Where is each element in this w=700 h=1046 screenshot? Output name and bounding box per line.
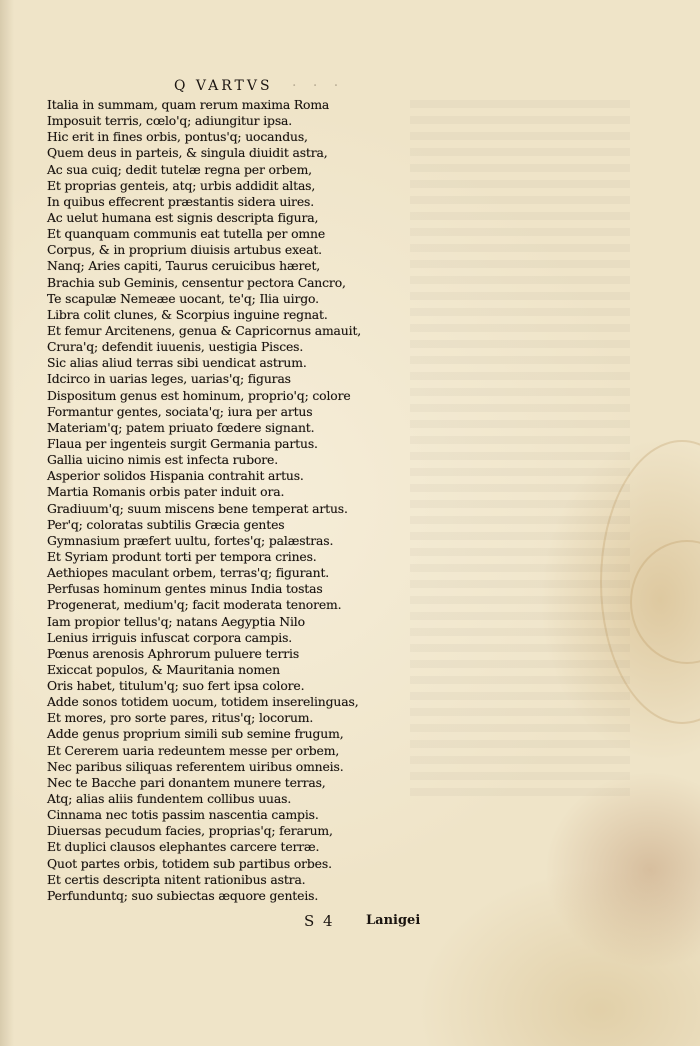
verse-line: Crura'q; defendit iuuenis, uestigia Pisces. — [47, 339, 304, 355]
verse-line: Et femur Arcitenens, genua & Capricornus amauit, — [47, 322, 362, 338]
verse-line: Atq; alias aliis fundentem collibus uuas. — [47, 791, 292, 807]
verse-line: Pœnus arenosis Aphrorum puluere terris — [47, 645, 300, 661]
verse-line: Et Syriam produnt torti per tempora crines. — [47, 548, 317, 564]
verse-line: Exiccat populos, & Mauritania nomen — [47, 661, 280, 677]
verse-line: Idcirco in uarias leges, uarias'q; figuras — [47, 371, 291, 387]
verse-line: Imposuit terris, cœlo'q; adiungitur ipsa. — [47, 113, 293, 129]
verse-line: Gymnasium præfert uultu, fortes'q; palæstras. — [47, 532, 334, 548]
verse-line: Quot partes orbis, totidem sub partibus orbes. — [47, 855, 332, 871]
verse-line: Perfusas hominum gentes minus India tostas — [47, 581, 323, 597]
verse-line: Libra colit clunes, & Scorpius inguine regnat. — [47, 306, 328, 322]
header-ornament: · · · — [292, 78, 345, 94]
verse-line: Et mores, pro sorte pares, ritus'q; locorum. — [47, 710, 314, 726]
verse-line: Et Cererem uaria redeuntem messe per orbem, — [47, 742, 340, 758]
verse-line: Sic alias aliud terras sibi uendicat astrum. — [47, 355, 307, 371]
verse-line: Et duplici clausos elephantes carcere terræ. — [47, 839, 320, 855]
verse-line: Nec te Bacche pari donantem munere terras, — [47, 774, 326, 790]
verse-line: Oris habet, titulum'q; suo fert ipsa colore. — [47, 678, 305, 694]
show-through-text — [410, 100, 630, 800]
verse-line: Cinnama nec totis passim nascentia campis. — [47, 807, 319, 823]
verse-line: Iam propior tellus'q; natans Aegyptia Nilo — [47, 613, 305, 629]
verse-line: Nec paribus siliquas referentem uiribus omneis. — [47, 758, 344, 774]
verse-line: Flaua per ingenteis surgit Germania partus. — [47, 435, 318, 451]
verse-line: Et certis descripta nitent rationibus astra. — [47, 871, 306, 887]
verse-line: Gradiuum'q; suum miscens bene temperat artus. — [47, 500, 348, 516]
verse-line: Lenius irriguis infuscat corpora campis. — [47, 629, 293, 645]
verse-line: Asperior solidos Hispania contrahit artus. — [47, 468, 304, 484]
verse-line: Et proprias genteis, atq; urbis addidit altas, — [47, 177, 316, 193]
verse-line: Aethiopes maculant orbem, terras'q; figurant. — [47, 565, 330, 581]
verse-line: Diuersas pecudum facies, proprias'q; ferarum, — [47, 823, 333, 839]
catchword: Lanigei — [366, 913, 421, 928]
verse-line: Quem deus in parteis, & singula diuidit astra, — [47, 145, 328, 161]
running-title: Q VARTVS — [174, 78, 273, 94]
verse-line: Ac uelut humana est signis descripta figura, — [47, 209, 319, 225]
verse-line: Progenerat, medium'q; facit moderata tenorem. — [47, 597, 342, 613]
verse-line: Adde genus proprium simili sub semine frugum, — [47, 726, 344, 742]
verse-line: Te scapulæ Nemeæe uocant, te'q; Ilia uirgo. — [47, 290, 319, 306]
verse-text — [47, 97, 367, 904]
verse-line: Dispositum genus est hominum, proprio'q; colore — [47, 387, 351, 403]
verse-line: Gallia uicino nimis est infecta rubore. — [47, 452, 279, 468]
page-gutter-shadow — [0, 0, 14, 1046]
verse-line: Per'q; coloratas subtilis Græcia gentes — [47, 516, 285, 532]
verse-line: Et quanquam communis eat tutella per omne — [47, 226, 326, 242]
running-header — [174, 78, 454, 98]
verse-line: Hic erit in fines orbis, pontus'q; uocandus, — [47, 129, 308, 145]
verse-line: Martia Romanis orbis pater induit ora. — [47, 484, 285, 500]
verse-line: Nanq; Aries capiti, Taurus ceruicibus hæret, — [47, 258, 321, 274]
verse-line: Adde sonos totidem uocum, totidem inserelinguas, — [47, 694, 359, 710]
verse-line: Brachia sub Geminis, censentur pectora Cancro, — [47, 274, 346, 290]
verse-line: Perfunduntq; suo subiectas æquore genteis. — [47, 887, 319, 903]
verse-line: Italia in summam, quam rerum maxima Roma — [47, 97, 330, 112]
verse-line: Formantur gentes, sociata'q; iura per artus — [47, 403, 313, 419]
verse-line: Corpus, & in proprium diuisis artubus exeat. — [47, 242, 322, 258]
signature-mark: S 4 — [304, 912, 335, 930]
verse-line: In quibus effecrent præstantis sidera uires. — [47, 193, 315, 209]
verse-line: Materiam'q; patem priuato fœdere signant. — [47, 419, 315, 435]
verse-line: Ac sua cuiq; dedit tutelæ regna per orbem, — [47, 161, 312, 177]
